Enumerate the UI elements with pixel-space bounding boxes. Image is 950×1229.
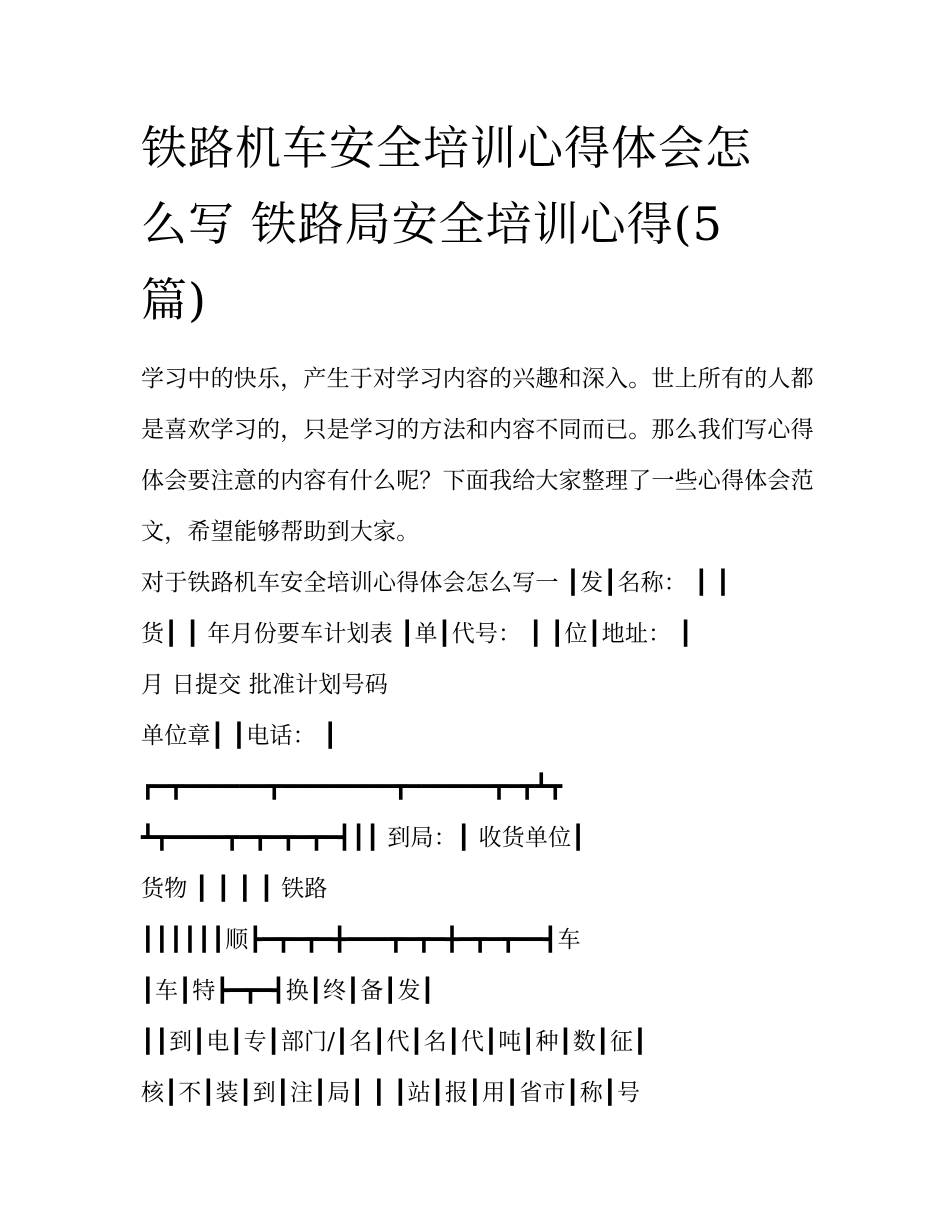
title-line-3: 篇) [141, 273, 207, 327]
body-line-7: 货物 ┃ ┃ ┃ ┃ 铁路 [141, 876, 328, 902]
document-body [141, 354, 816, 1119]
body-line-1: 对于铁路机车安全培训心得体会怎么写一 ┃发┃名称： ┃ ┃ [141, 570, 731, 596]
body-line-10: ┃┃到┃电┃专┃部门/┃名┃代┃名┃代┃吨┃种┃数┃征┃ [141, 1029, 648, 1055]
title-line-2: 么写 铁路局安全培训心得(5 [141, 197, 723, 251]
body-line-9: ┃车┃特┣━┳━┫换┃终┃备┃发┃ [141, 978, 435, 1004]
body-line-4: 单位章┃ ┃电话： ┃ [141, 723, 338, 749]
body-line-11: 核┃不┃装┃到┃注┃局┃ ┃ ┃站┃报┃用┃省市┃称┃号 [141, 1080, 641, 1106]
document-page [141, 110, 816, 1119]
body-line-5: ┏━┳━━━━━━┳━━━━━━━━┳━━━━━━┳━┳┻┳ [141, 774, 563, 800]
body-line-8: ┃┃┃┃┃┃顺┣━┳━┳━╋━━━┳━┳━╋━┳━┳━━┫车 [141, 927, 581, 953]
body-line-3: 月 日提交 批准计划号码 [141, 672, 389, 698]
intro-paragraph: 学习中的快乐，产生于对学习内容的兴趣和深入。世上所有的人都是喜欢学习的，只是学习的方法和内容不同而已。那么我们写心得体会要注意的内容有什么呢？下面我给大家整理了一些心得体会范文，希望能够帮助到大家。 [141, 366, 814, 545]
document-title [141, 110, 816, 338]
title-line-1: 铁路机车安全培训心得体会怎 [141, 121, 752, 175]
body-line-2: 货┃ ┃ 年月份要车计划表 ┃单┃代号： ┃ ┃位┃地址： ┃ [141, 621, 693, 647]
body-line-6: ┻┳━━━━┳━┳━┳━┳━┫┃┃ 到局：┃ 收货单位┃ [141, 825, 586, 851]
